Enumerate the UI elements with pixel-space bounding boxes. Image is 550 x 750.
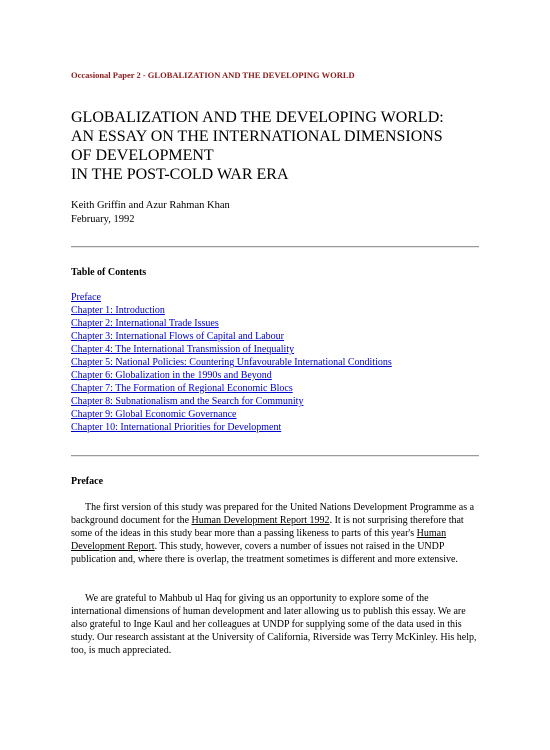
toc-item	[71, 304, 392, 317]
toc-item	[71, 395, 392, 408]
title-line: AN ESSAY ON THE INTERNATIONAL DIMENSIONS	[71, 128, 443, 145]
toc-link-preface[interactable]: Preface	[71, 292, 101, 303]
toc-link-chapter-9[interactable]: Chapter 9: Global Economic Governance	[71, 409, 237, 420]
divider	[71, 246, 479, 248]
toc-link-chapter-2[interactable]: Chapter 2: International Trade Issues	[71, 318, 219, 329]
toc-link-chapter-1[interactable]: Chapter 1: Introduction	[71, 305, 165, 316]
divider	[71, 455, 479, 457]
paragraph-text: . This study, however, covers a number of issues not raised in the UNDP publication and, where there is overlap, the treatment sometimes is different and more extensive.	[71, 541, 458, 565]
toc-item	[71, 291, 392, 304]
title-line: GLOBALIZATION AND THE DEVELOPING WORLD:	[71, 109, 444, 126]
paragraph-text: . It is not surprising therefore that some of the ideas in this study bear more than a passing likeness to parts of this year's	[71, 515, 464, 539]
byline	[71, 199, 230, 227]
publication-date: February, 1992	[71, 214, 135, 225]
toc-item	[71, 421, 392, 434]
authors: Keith Griffin and Azur Rahman Khan	[71, 200, 230, 211]
toc-item	[71, 369, 392, 382]
toc-item	[71, 343, 392, 356]
toc-link-chapter-3[interactable]: Chapter 3: International Flows of Capital and Labour	[71, 331, 285, 342]
document-title	[71, 108, 491, 184]
report-title-reference: Human Development Report 1992	[191, 515, 330, 526]
title-line: IN THE POST-COLD WAR ERA	[71, 166, 289, 183]
title-line: OF DEVELOPMENT	[71, 147, 214, 164]
preface-paragraph-2: We are grateful to Mahbub ul Haq for giving us an opportunity to explore some of the international dimensions of human development and later allowing us to publish this essay. We are also grateful to Inge Kaul and her colleagues at UNDP for supplying some of the data used in this study. Our research assistant at the University of California, Riverside was Terry McKinley. His help, too, is much appreciated.	[71, 593, 477, 656]
toc-item	[71, 382, 392, 395]
toc-item	[71, 408, 392, 421]
report-title-reference: Human Development Report	[71, 528, 447, 552]
toc-link-chapter-8[interactable]: Chapter 8: Subnationalism and the Search for Community	[71, 396, 304, 407]
toc-link-chapter-7[interactable]: Chapter 7: The Formation of Regional Economic Blocs	[71, 383, 293, 394]
toc-link-chapter-10[interactable]: Chapter 10: International Priorities for Development	[71, 422, 282, 433]
paragraph-text: The first version of this study was prepared for the United Nations Development Programme as a background document for the	[71, 502, 475, 526]
toc-heading: Table of Contents	[71, 267, 147, 278]
preface-paragraph-1	[71, 501, 479, 566]
series-header: Occasional Paper 2 - GLOBALIZATION AND THE DEVELOPING WORLD	[71, 70, 355, 80]
toc-link-chapter-4[interactable]: Chapter 4: The International Transmission of Inequality	[71, 344, 295, 355]
toc-link-chapter-6[interactable]: Chapter 6: Globalization in the 1990s and Beyond	[71, 370, 272, 381]
toc-item	[71, 330, 392, 343]
preface-heading: Preface	[71, 476, 104, 487]
table-of-contents	[71, 291, 392, 434]
toc-link-chapter-5[interactable]: Chapter 5: National Policies: Countering Unfavourable International Conditions	[71, 357, 392, 368]
toc-item	[71, 356, 392, 369]
toc-item	[71, 317, 392, 330]
